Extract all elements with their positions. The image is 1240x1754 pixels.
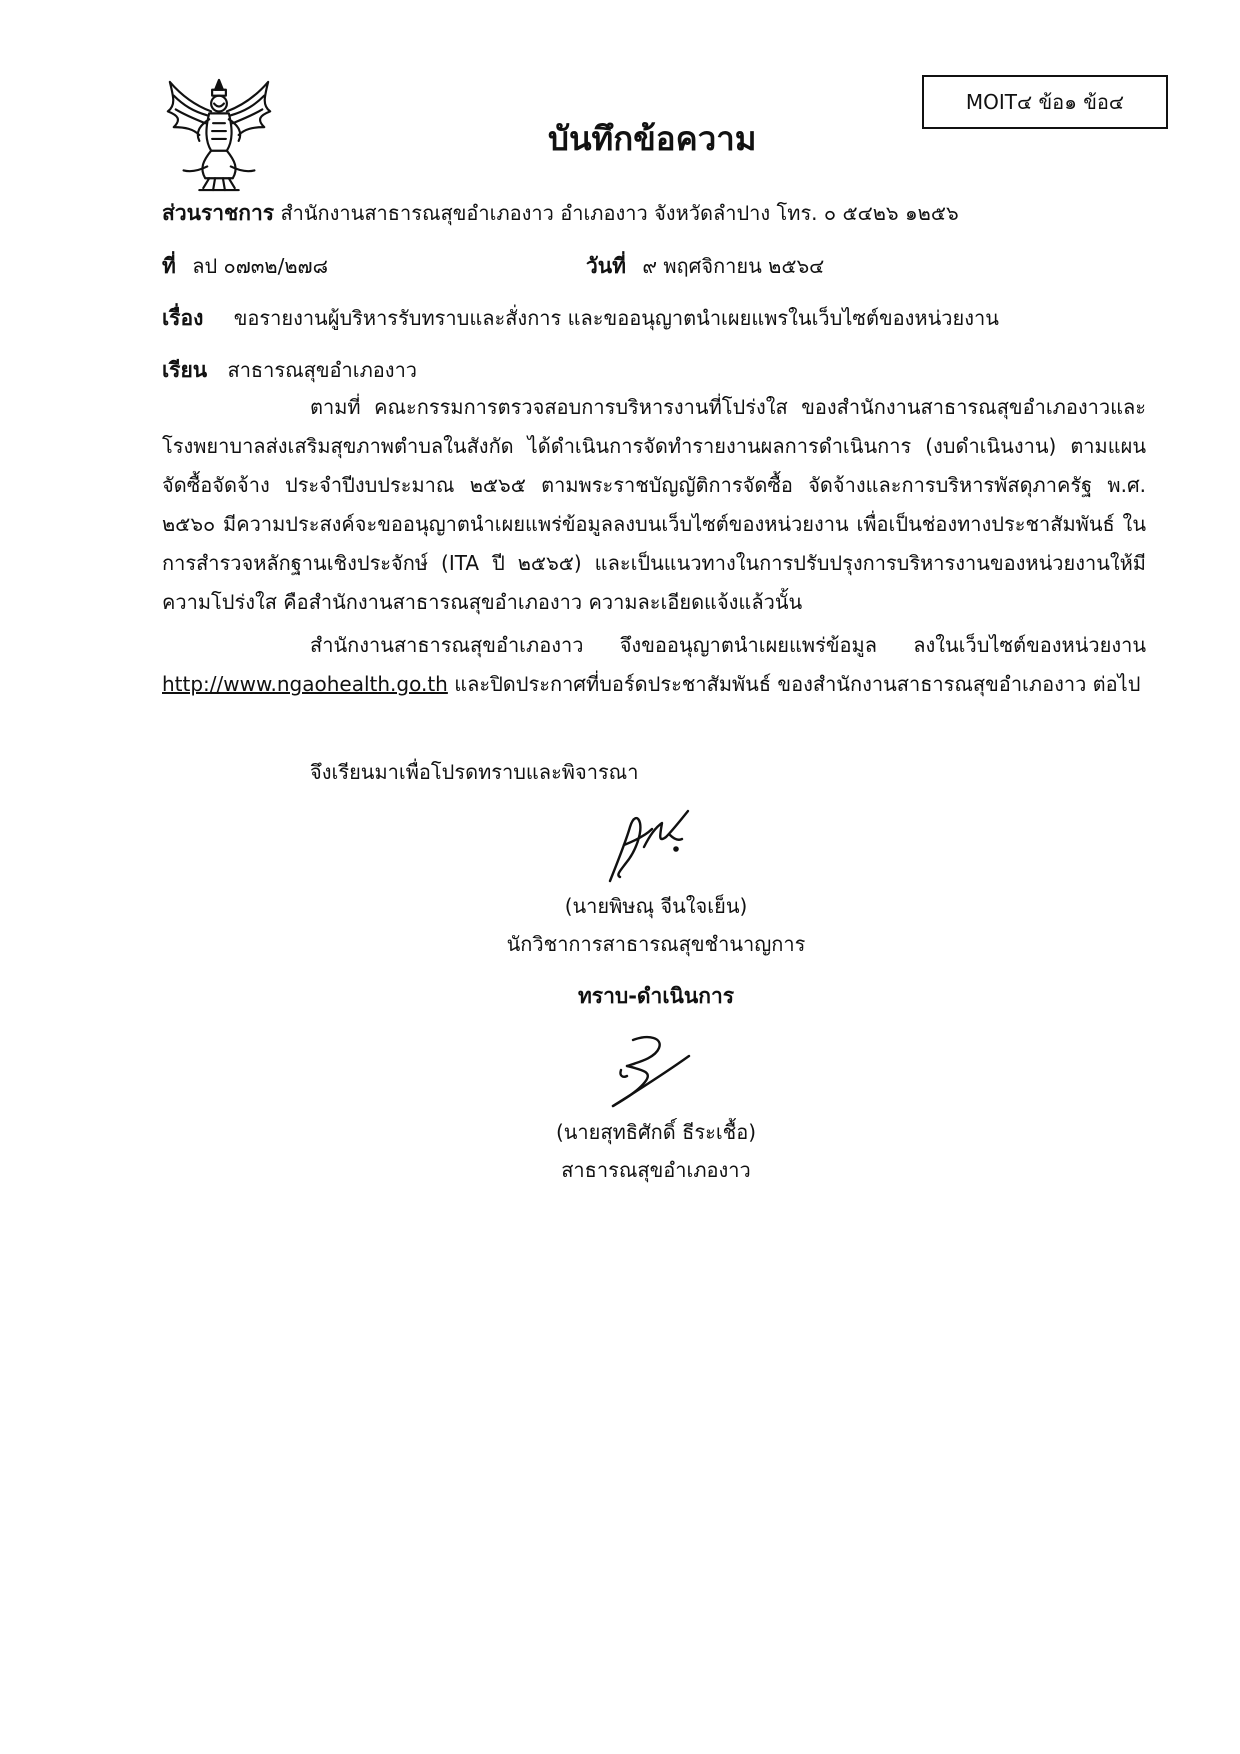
- date-line: [586, 250, 824, 283]
- subject-value: ขอรายงานผู้บริหารรับทราบและสั่งการ และขออนุญาตนำเผยแพรในเว็บไซต์ของหน่วยงาน: [233, 306, 999, 330]
- paragraph-2-text-end: และปิดประกาศที่บอร์ดประชาสัมพันธ์ ของสำนักงานสาธารณสุขอำเภองาว ต่อไป: [454, 672, 1141, 696]
- recipient-line: [162, 354, 417, 387]
- agency-label: ส่วนราชการ: [162, 201, 275, 225]
- reference-value: ลป ๐๗๓๒/๒๗๘: [192, 254, 329, 278]
- approval-note: ทราบ-ดำเนินการ: [577, 984, 735, 1008]
- moit-reference-label: MOIT๔ ข้อ๑ ข้อ๔: [965, 90, 1125, 114]
- signature-2-image: [605, 1030, 715, 1110]
- reference-number-line: [162, 250, 328, 283]
- website-link[interactable]: http://www.ngaohealth.go.th: [162, 672, 448, 696]
- recipient-value: สาธารณสุขอำเภองาว: [227, 358, 418, 382]
- body-paragraph-2: [162, 626, 1146, 704]
- signer-1-position: นักวิชาการสาธารณสุขชำนาญการ: [506, 932, 806, 956]
- agency-line: [162, 197, 959, 230]
- date-value: ๙ พฤศจิกายน ๒๕๖๔: [642, 254, 825, 278]
- closing-line: จึงเรียนมาเพื่อโปรดทราบและพิจารณา: [310, 760, 639, 784]
- signer-2-name: (นายสุทธิศักดิ์ ธีระเชื้อ): [555, 1120, 757, 1144]
- reference-label: ที่: [162, 254, 176, 278]
- signature-1-image: [600, 805, 710, 885]
- subject-line: [162, 302, 999, 335]
- subject-label: เรื่อง: [162, 306, 204, 330]
- signer-2-position: สาธารณสุขอำเภองาว: [561, 1158, 751, 1182]
- moit-reference-box: [922, 75, 1168, 129]
- date-label: วันที่: [586, 254, 626, 278]
- recipient-label: เรียน: [162, 358, 208, 382]
- garuda-emblem-icon: [160, 76, 278, 194]
- agency-value: สำนักงานสาธารณสุขอำเภองาว อำเภองาว จังหวัดลำปาง โทร. ๐ ๕๔๒๖ ๑๒๕๖: [280, 201, 959, 225]
- paragraph-1-text: ตามที่ คณะกรรมการตรวจสอบการบริหารงานที่โปร่งใส ของสำนักงานสาธารณสุขอำเภองาวและโรงพยาบาลส่งเสริมสุขภาพตำบลในสังกัด ได้ดำเนินการจัดทำรายงานผลการดำเนินการ (งบดำเนินงาน) ตามแผนจัดซื้อจัดจ้าง ประจำปีงบประมาณ ๒๕๖๕ ตามพระราชบัญญัติการจัดซื้อ จัดจ้างและการบริหารพัสดุภาครัฐ พ.ศ. ๒๕๖๐ มีความประสงค์จะขออนุญาตนำเผยแพร่ข้อมูลลงบนเว็บไซต์ของหน่วยงาน เพื่อเป็นช่องทางประชาสัมพันธ์ ในการสำรวจหลักฐานเชิงประจักษ์ (ITA ปี ๒๕๖๕) และเป็นแนวทางในการปรับปรุงการบริหารงานของหน่วยงานให้มีความโปร่งใส คือสำนักงานสาธารณสุขอำเภองาว ความละเอียดแจ้งแล้วนั้น: [162, 395, 1146, 614]
- document-title: บันทึกข้อความ: [548, 119, 757, 158]
- body-paragraph-1: [162, 388, 1146, 622]
- paragraph-2-text-start: สำนักงานสาธารณสุขอำเภองาว จึงขออนุญาตนำเผยแพร่ข้อมูล ลงในเว็บไซต์ของหน่วยงาน: [310, 633, 1146, 657]
- signer-1-name: (นายพิษณุ จีนใจเย็น): [564, 894, 748, 918]
